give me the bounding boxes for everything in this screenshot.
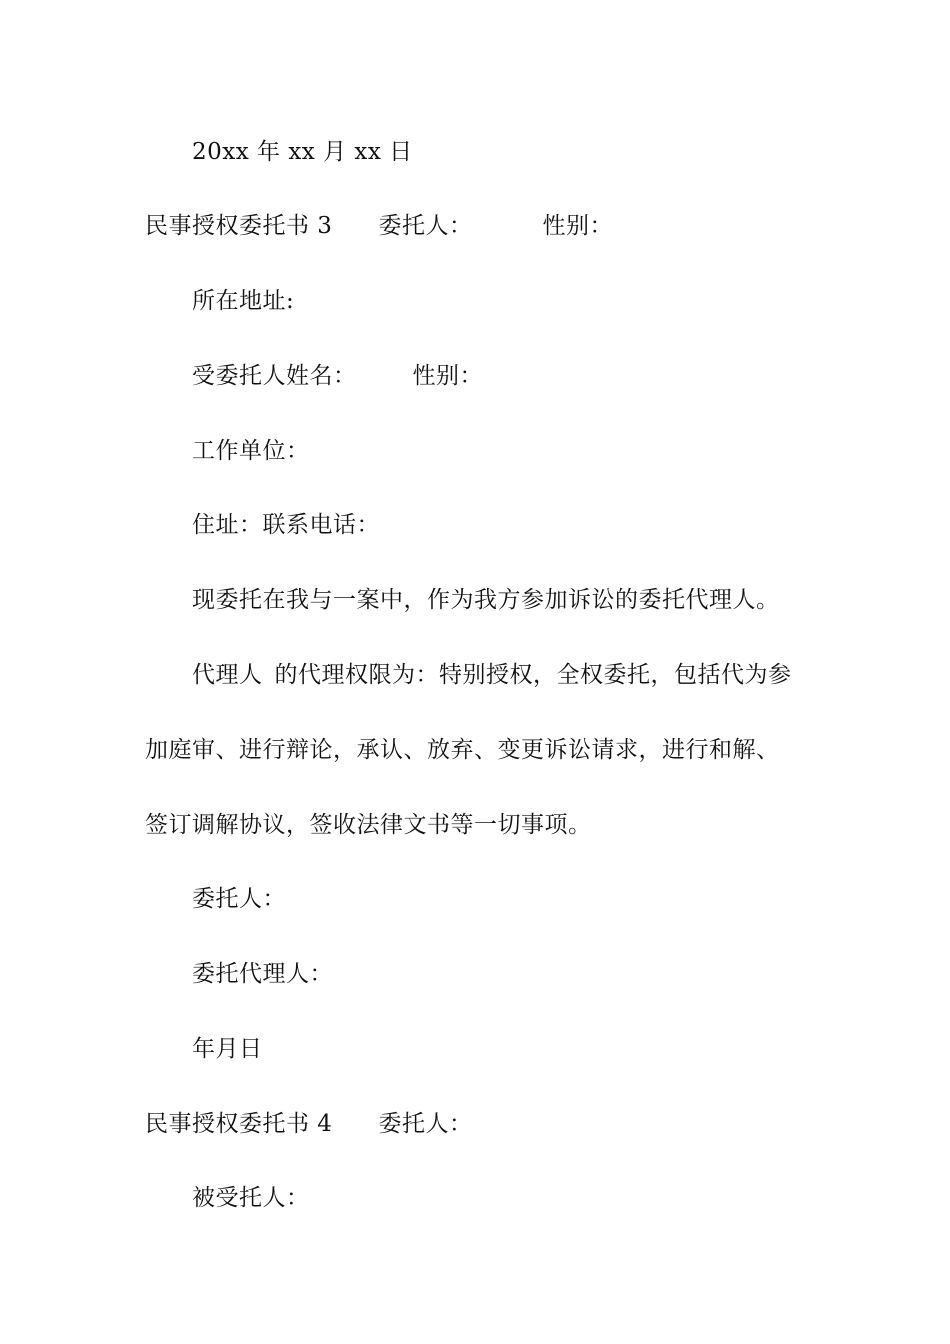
section-3-heading-line bbox=[145, 211, 860, 241]
authority-agent-word: 代理人 bbox=[192, 662, 263, 688]
authority-paragraph-line-1 bbox=[145, 660, 860, 690]
entrust-statement: 现委托在我与一案中，作为我方参加诉讼的委托代理人。 bbox=[192, 587, 780, 613]
signature-date: 年月日 bbox=[192, 1036, 263, 1062]
agent-name-line bbox=[145, 361, 860, 391]
authority-paragraph-line-2: 加庭审、进行辩论，承认、放弃、变更诉讼请求，进行和解、 bbox=[145, 737, 780, 763]
section-3-gender-label: 性别： bbox=[542, 213, 613, 239]
signature-principal: 委托人： bbox=[192, 886, 286, 912]
residence-phone-line: 住址：联系电话： bbox=[192, 512, 380, 538]
agent-name-label: 受委托人姓名： bbox=[192, 363, 357, 389]
section-4-principal-label: 委托人： bbox=[378, 1111, 473, 1137]
section-3-title: 民事授权委托书 3 bbox=[145, 213, 333, 239]
date-line: 20xx 年 xx 月 xx 日 bbox=[192, 139, 413, 165]
section-3-principal-label: 委托人： bbox=[378, 213, 473, 239]
trustee-line: 被受托人： bbox=[192, 1185, 310, 1211]
signature-agent: 委托代理人： bbox=[192, 961, 333, 987]
agent-gender-label: 性别： bbox=[412, 363, 483, 389]
work-unit-line: 工作单位： bbox=[192, 438, 310, 464]
section-4-heading-line bbox=[145, 1109, 860, 1139]
authority-text: 的代理权限为：特别授权，全权委托，包括代为参 bbox=[274, 662, 792, 688]
section-4-title: 民事授权委托书 4 bbox=[145, 1111, 333, 1137]
authority-paragraph-line-3: 签订调解协议，签收法律文书等一切事项。 bbox=[145, 812, 592, 838]
address-line: 所在地址: bbox=[192, 288, 295, 314]
